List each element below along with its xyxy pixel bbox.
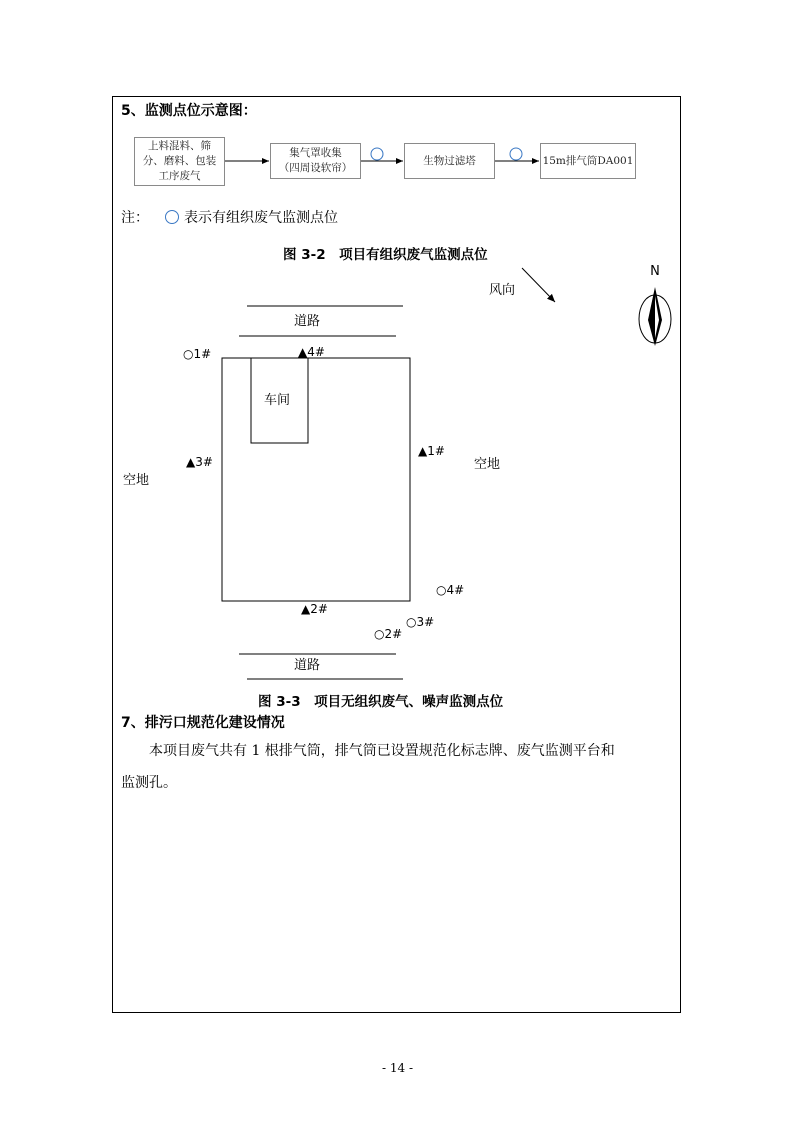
figure-3-3-caption: 图 3-3 项目无组织废气、噪声监测点位	[258, 694, 504, 710]
road-top-label: 道路	[294, 314, 321, 329]
note-label: 注：	[121, 210, 149, 226]
section-7-title: 7、排污口规范化建设情况	[121, 715, 285, 731]
note-text: 表示有组织废气监测点位	[184, 210, 338, 226]
section-5-title: 5、监测点位示意图：	[121, 103, 257, 119]
flow-box-collection-line1: 集气罩收集	[289, 147, 342, 159]
figure-3-2-caption: 图 3-2 项目有组织废气监测点位	[283, 247, 488, 263]
empty-land-right: 空地	[474, 457, 501, 472]
point-o4: ○4#	[436, 583, 465, 597]
flow-box-source-line3: 工序废气	[158, 170, 201, 182]
page-number: - 14 -	[382, 1061, 414, 1075]
flow-box-collection-line2: （四周设软帘）	[278, 162, 353, 174]
flow-box-biofilter-label: 生物过滤塔	[423, 154, 476, 167]
point-t1: ▲1#	[418, 444, 445, 458]
road-bottom-label: 道路	[294, 658, 321, 673]
point-o1: ○1#	[183, 347, 212, 361]
flow-box-source-line2: 分、磨料、包装	[142, 155, 217, 167]
point-t3: ▲3#	[186, 455, 213, 469]
point-o3: ○3#	[406, 615, 435, 629]
wind-direction-arrow	[522, 268, 555, 302]
flow-box-stack-label: 15m排气筒DA001	[542, 154, 634, 167]
section-7-paragraph-line1: 本项目废气共有 1 根排气筒，排气筒已设置规范化标志牌、废气监测平台和	[149, 743, 615, 759]
section-7-paragraph-line2: 监测孔。	[121, 775, 177, 791]
empty-land-left: 空地	[123, 473, 150, 488]
wind-label: 风向	[489, 283, 516, 298]
north-label: N	[650, 264, 660, 279]
point-t2: ▲2#	[301, 602, 328, 616]
workshop-label: 车间	[264, 393, 291, 408]
site-boundary	[222, 358, 410, 601]
point-o2: ○2#	[374, 627, 403, 641]
point-t4: ▲4#	[298, 345, 325, 359]
flow-box-source-line1: 上料混料、筛	[148, 140, 211, 152]
north-compass-icon	[639, 287, 671, 346]
